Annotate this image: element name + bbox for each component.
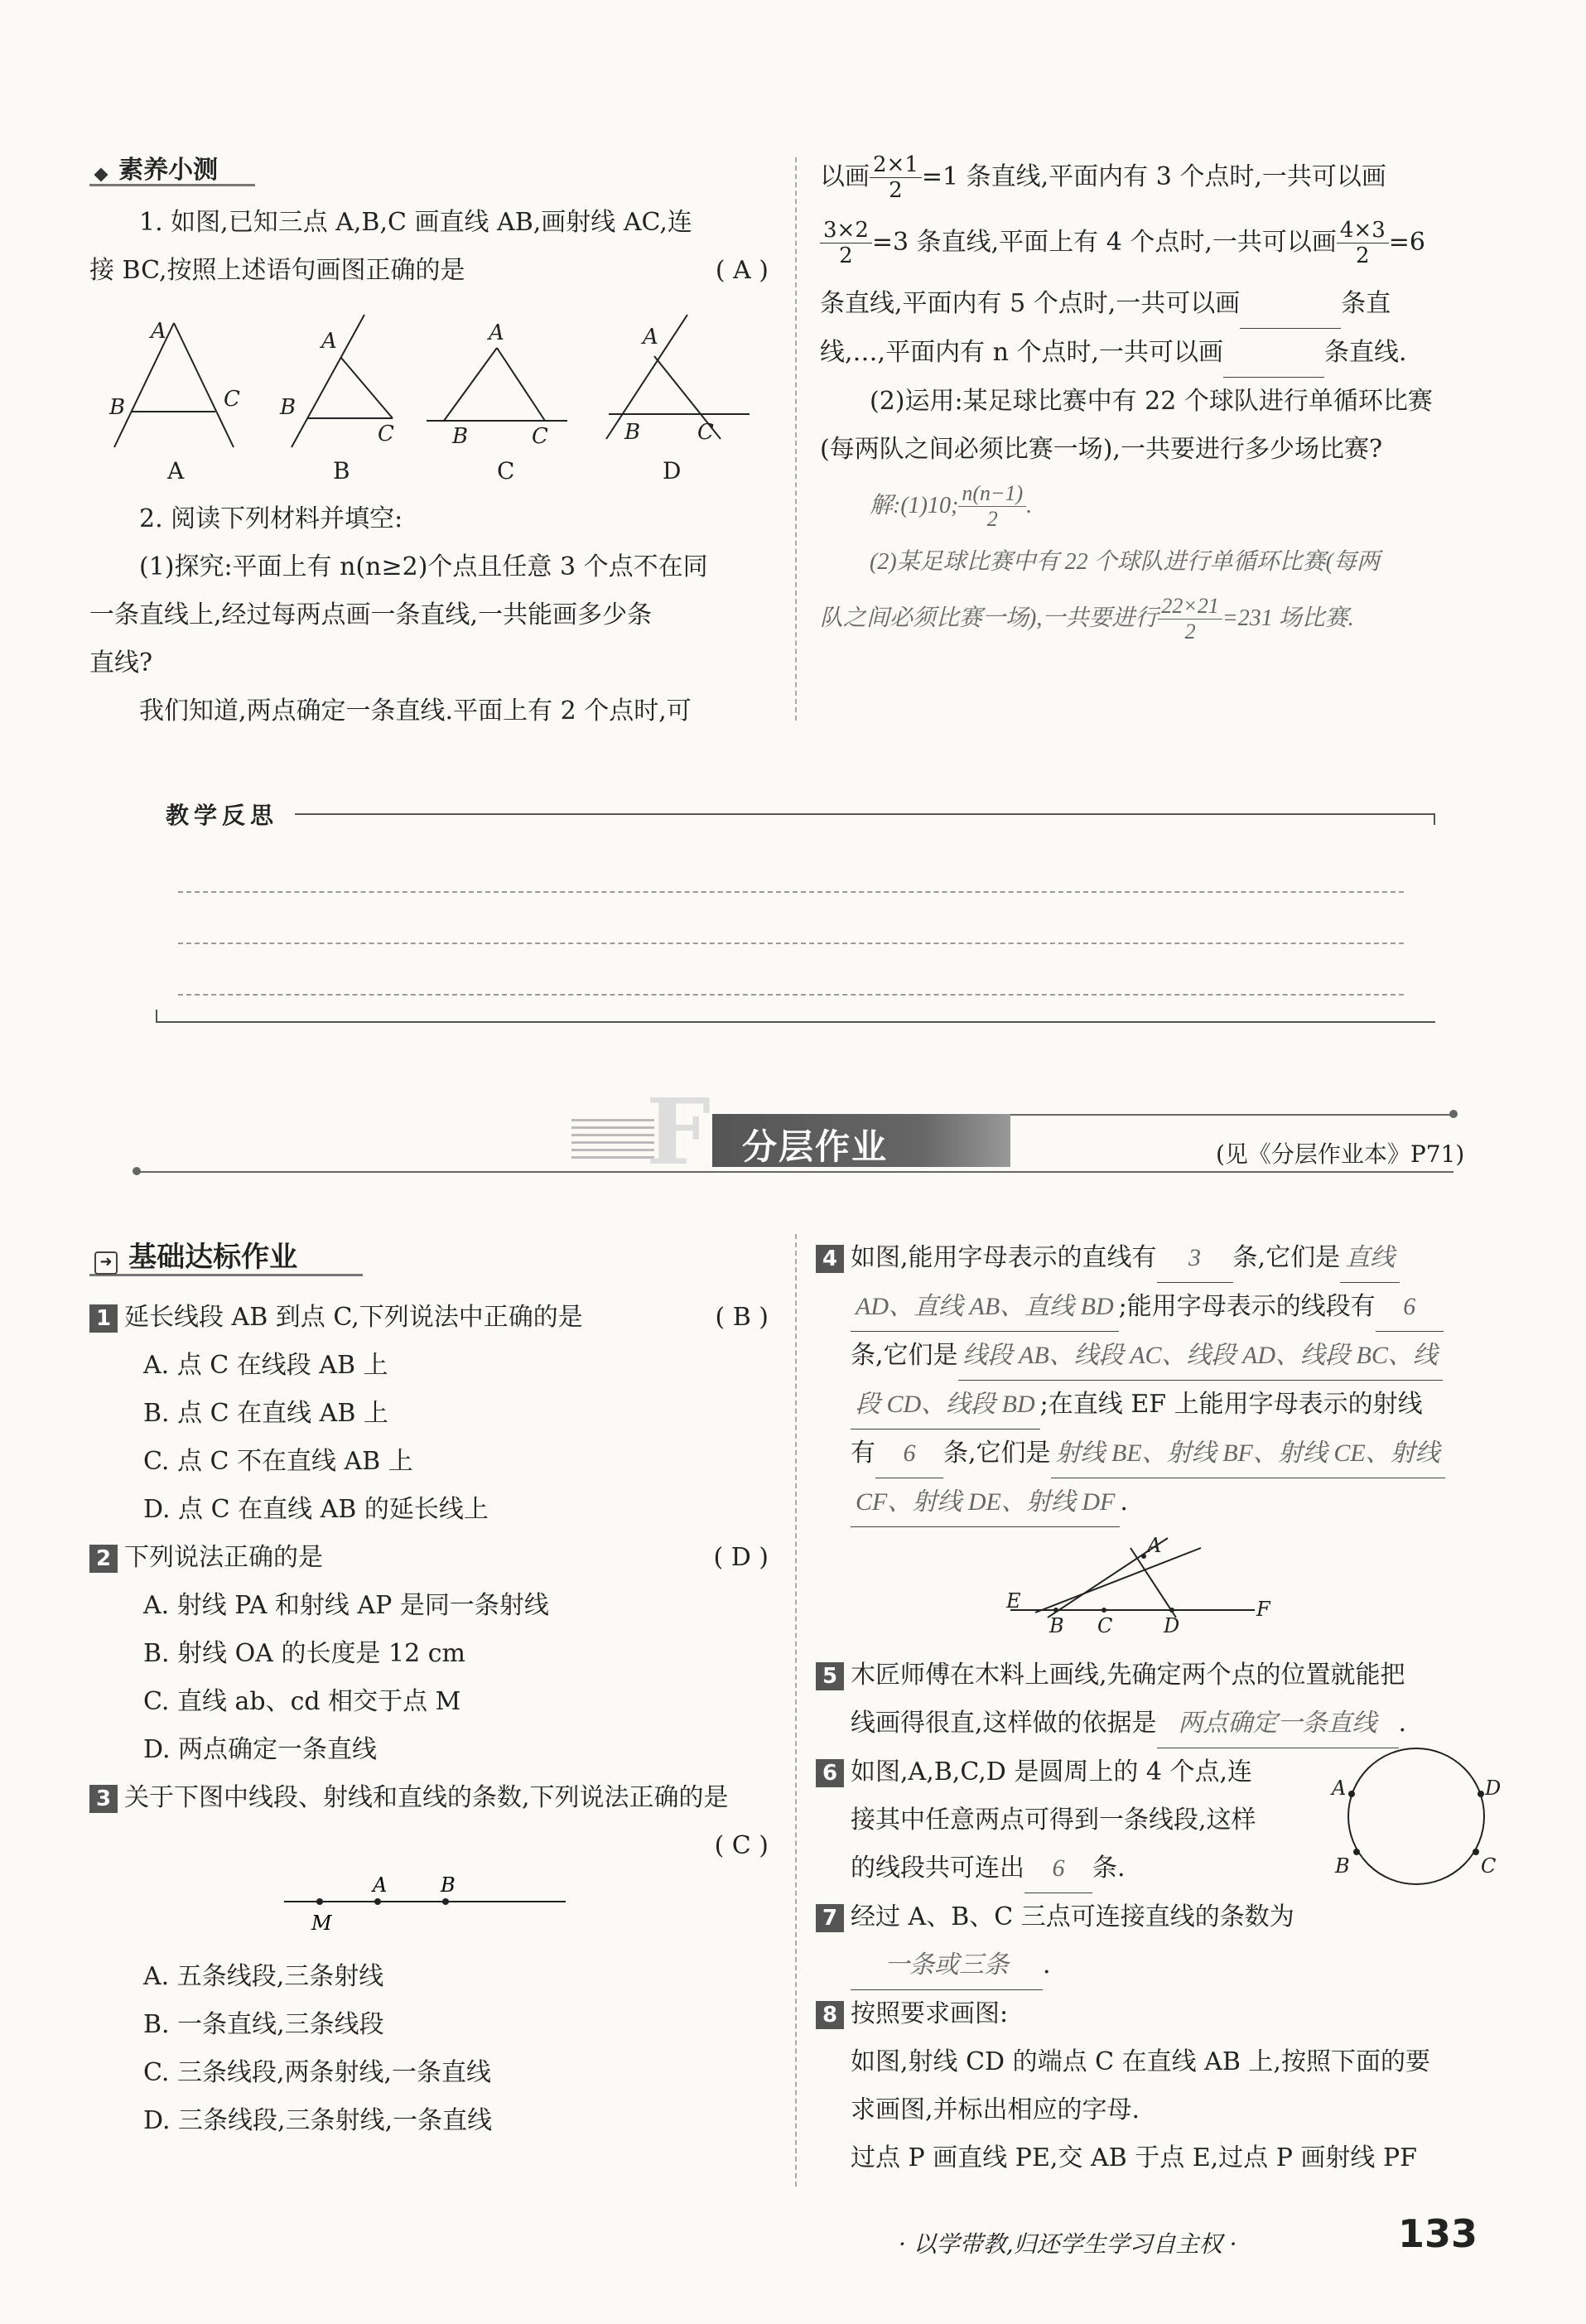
bq4-line6: CF、射线 DE、射线 DF . bbox=[816, 1478, 1503, 1527]
frac-n: $\frac{n(n-1)}{2}$ bbox=[958, 481, 1026, 532]
basic-title: 基础达标作业 bbox=[128, 1241, 298, 1274]
suyang-q2-continued bbox=[820, 149, 1499, 651]
arrow-icon: ➜ bbox=[94, 1251, 118, 1275]
label-c: C bbox=[1481, 1854, 1497, 1878]
bq8-line2: 求画图,并标出相应的字母. bbox=[851, 2095, 1140, 2124]
point-m bbox=[316, 1898, 323, 1905]
circle bbox=[1348, 1748, 1484, 1884]
fig-d-label-a: A bbox=[643, 325, 658, 350]
label-a: A bbox=[1332, 1777, 1347, 1800]
basic-right-column bbox=[816, 1234, 1503, 2182]
bq4-line2: AD、直线 AB、直线 BD ;能用字母表示的线段有 6 bbox=[816, 1283, 1503, 1332]
reflection-bottom-rule bbox=[156, 1021, 1435, 1023]
point-b bbox=[442, 1898, 449, 1905]
fig-a-ray-ac bbox=[174, 323, 234, 447]
bq1-option: A. 点 C 在线段 AB 上 bbox=[143, 1351, 388, 1380]
bq1-number: 1 bbox=[89, 1304, 118, 1333]
r1-post: =1 条直线,平面内有 3 个点时,一共可以画 bbox=[921, 162, 1386, 191]
point-d bbox=[1169, 1608, 1174, 1613]
bq7-number: 7 bbox=[816, 1904, 844, 1932]
fig-b-ac bbox=[341, 358, 393, 418]
bq2-number: 2 bbox=[89, 1545, 118, 1573]
point-c bbox=[1473, 1849, 1479, 1855]
option-label-d: D bbox=[663, 457, 682, 485]
bq3-option: D. 三条线段,三条射线,一条直线 bbox=[143, 2106, 493, 2135]
bq1-stem-row bbox=[89, 1294, 777, 1342]
column-divider-bottom bbox=[795, 1234, 797, 2187]
bq7-line2: 一条或三条 . bbox=[816, 1941, 1503, 1990]
r2-post: =6 bbox=[1388, 228, 1425, 257]
banner-ref: (见《分层作业本》P71) bbox=[1216, 1140, 1465, 1168]
bq3-stem: 关于下图中线段、射线和直线的条数,下列说法正确的是 bbox=[124, 1783, 729, 1812]
option-label-a: A bbox=[167, 457, 185, 485]
q2-title: 2. 阅读下列材料并填空: bbox=[139, 504, 403, 533]
label-e: E bbox=[1006, 1589, 1021, 1613]
bq2-option: A. 射线 PA 和射线 AP 是同一条射线 bbox=[143, 1591, 549, 1620]
bq6-line3: 的线段共可连出 6 条. bbox=[816, 1844, 1503, 1893]
label-m: M bbox=[311, 1912, 332, 1935]
basic-left-column bbox=[89, 1294, 777, 2145]
q2-p1-line1: (1)探究:平面上有 n(n≥2)个点且任意 3 个点不在同 bbox=[139, 552, 708, 581]
bq3-answer: ( C ) bbox=[714, 1831, 769, 1860]
banner-upper-rule bbox=[1010, 1114, 1453, 1116]
q1-figures bbox=[99, 306, 762, 489]
label-a: A bbox=[373, 1873, 388, 1897]
bq6-blank[interactable]: 6 bbox=[1024, 1844, 1092, 1893]
bq4-blank-rays[interactable]: 6 bbox=[875, 1430, 943, 1478]
fig-d-label-c: C bbox=[697, 420, 714, 445]
frac-2x1: $\frac{2\times 1}{2}$ bbox=[870, 152, 922, 203]
banner-rule bbox=[137, 1171, 1453, 1173]
bq3-stem-row bbox=[89, 1774, 777, 1822]
option-label-c: C bbox=[497, 457, 515, 485]
bq1-options bbox=[89, 1342, 777, 1534]
line-bd bbox=[1035, 1548, 1201, 1613]
banner-f-letter: F bbox=[646, 1078, 711, 1185]
reflection-box bbox=[156, 791, 1435, 1023]
bq2-stem-row bbox=[89, 1534, 777, 1582]
blank-n-points[interactable] bbox=[1223, 329, 1324, 378]
q1-line2: 接 BC,按照上述语句画图正确的是 bbox=[89, 256, 465, 285]
bq2-option: D. 两点确定一条直线 bbox=[143, 1735, 378, 1764]
sol2-line1: (2)某足球比赛中有 22 个球队进行单循环比赛(每两 bbox=[870, 549, 1380, 575]
frac-3x2: $\frac{3\times 2}{2}$ bbox=[820, 218, 872, 268]
bq4-blank-lines[interactable]: 3 bbox=[1157, 1234, 1233, 1283]
option-label-b: B bbox=[333, 457, 350, 485]
label-d: D bbox=[1164, 1614, 1180, 1637]
point-a bbox=[1141, 1554, 1146, 1559]
fig-b-label-c: C bbox=[378, 422, 394, 446]
q2-p2: 我们知道,两点确定一条直线.平面上有 2 个点时,可 bbox=[139, 697, 692, 726]
suyang-header bbox=[89, 149, 255, 186]
diamond-icon bbox=[94, 167, 108, 181]
bq7-blank[interactable]: 一条或三条 bbox=[851, 1941, 1043, 1990]
bq5-blank[interactable]: 两点确定一条直线 bbox=[1157, 1700, 1399, 1748]
fig-c-label-b: B bbox=[452, 424, 469, 449]
label-f: F bbox=[1256, 1598, 1270, 1621]
r3: 条直线,平面内有 5 个点时,一共可以画 bbox=[820, 289, 1241, 318]
r4-post: 条直线. bbox=[1324, 338, 1407, 367]
bq4-blank-segments-names-a[interactable]: 线段 AB、线段 AC、线段 AD、线段 BC、线 bbox=[958, 1332, 1443, 1381]
bq1-option: C. 点 C 不在直线 AB 上 bbox=[143, 1447, 413, 1476]
bq2-option: C. 直线 ab、cd 相交于点 M bbox=[143, 1687, 461, 1716]
label-b: B bbox=[1335, 1854, 1350, 1878]
label-b: B bbox=[1049, 1614, 1064, 1637]
reflection-title: 教学反思 bbox=[166, 802, 279, 829]
label-c: C bbox=[1097, 1614, 1113, 1637]
fig-c-label-a: A bbox=[489, 321, 504, 345]
bq4-line3: 条,它们是 线段 AB、线段 AC、线段 AD、线段 BC、线 bbox=[816, 1332, 1503, 1381]
bq4-figure-wrap bbox=[816, 1527, 1503, 1651]
reflection-right-tick bbox=[1434, 813, 1435, 825]
p5-line1: (2)运用:某足球比赛中有 22 个球队进行单循环比赛 bbox=[870, 387, 1433, 416]
bq8-number: 8 bbox=[816, 2001, 844, 2029]
reflection-top-rule bbox=[295, 813, 1435, 815]
point-b bbox=[1053, 1608, 1058, 1613]
sol1-post: . bbox=[1026, 493, 1033, 518]
bq4-blank-rays-names-b[interactable]: CF、射线 DE、射线 DF bbox=[851, 1478, 1120, 1527]
r2-mid: =3 条直线,平面上有 4 个点时,一共可以画 bbox=[871, 228, 1337, 257]
line-ad bbox=[1130, 1548, 1176, 1618]
fig-c-ac bbox=[497, 348, 545, 421]
bq4-blank-rays-names-a[interactable]: 射线 BE、射线 BF、射线 CE、射线 bbox=[1051, 1430, 1445, 1478]
bq4-line4: 段 CD、线段 BD ;在直线 EF 上能用字母表示的射线 bbox=[816, 1381, 1503, 1430]
bq4-figure bbox=[1006, 1531, 1288, 1647]
bq4-blank-lines-names-b[interactable]: AD、直线 AB、直线 BD bbox=[851, 1283, 1119, 1332]
point-c bbox=[1102, 1608, 1106, 1613]
bq1-answer: ( B ) bbox=[715, 1303, 769, 1332]
bq5-line2: 线画得很直,这样做的依据是 两点确定一条直线 . bbox=[816, 1700, 1503, 1748]
banner-rule-dot-left bbox=[133, 1167, 141, 1175]
bq3-option: C. 三条线段,两条射线,一条直线 bbox=[143, 2058, 492, 2087]
q1-answer: ( A ) bbox=[715, 256, 769, 285]
blank-5-points[interactable] bbox=[1240, 280, 1341, 329]
r3-post: 条直 bbox=[1341, 289, 1391, 318]
reflection-line-3[interactable] bbox=[178, 994, 1404, 996]
frac-4x3: $\frac{4\times 3}{2}$ bbox=[1337, 218, 1389, 268]
column-divider-top bbox=[795, 157, 797, 721]
bq4-line1: 4 如图,能用字母表示的直线有 3 条,它们是 直线 bbox=[816, 1234, 1503, 1283]
bq6-line1: 6 如图,A,B,C,D 是圆周上的 4 个点,连 bbox=[816, 1748, 1503, 1796]
suyang-q1 bbox=[89, 199, 777, 295]
fig-a-label-a: A bbox=[151, 319, 166, 344]
label-b: B bbox=[441, 1873, 456, 1897]
bq4-blank-segments-names-b[interactable]: 段 CD、线段 BD bbox=[851, 1381, 1040, 1430]
suyang-title: 素养小测 bbox=[118, 156, 219, 185]
fig-d-label-b: B bbox=[624, 420, 641, 445]
sol2-pre: 队之间必须比赛一场),一共要进行 bbox=[820, 605, 1159, 631]
bq2-stem: 下列说法正确的是 bbox=[124, 1543, 323, 1572]
suyang-q2 bbox=[89, 495, 777, 735]
bq3-figure-wrap bbox=[89, 1870, 777, 1953]
sol1-pre: 解:(1)10; bbox=[870, 493, 959, 518]
fig-b-label-a: A bbox=[321, 329, 337, 354]
bq2-options bbox=[89, 1582, 777, 1774]
bq8-line1: 如图,射线 CD 的端点 C 在直线 AB 上,按照下面的要 bbox=[851, 2047, 1430, 2076]
bq5-line1: 5 木匠师傅在木料上画线,先确定两个点的位置就能把 bbox=[816, 1651, 1503, 1700]
bq6-line2: 接其中任意两点可得到一条线段,这样 bbox=[851, 1806, 1256, 1835]
reflection-left-tick bbox=[156, 1010, 157, 1021]
bq8-title-row: 8 按照要求画图: bbox=[816, 1990, 1503, 2038]
bq3-option: B. 一条直线,三条线段 bbox=[143, 2010, 384, 2039]
label-d: D bbox=[1485, 1777, 1502, 1800]
p5-line2: (每两队之间必须比赛一场),一共要进行多少场比赛? bbox=[820, 435, 1383, 464]
point-a bbox=[374, 1898, 381, 1905]
reflection-line-2[interactable] bbox=[178, 943, 1404, 944]
bq4-blank-segments[interactable]: 6 bbox=[1376, 1283, 1444, 1332]
q2-p1-line3: 直线? bbox=[89, 649, 153, 677]
r1-pre: 以画 bbox=[820, 162, 870, 191]
frac-22x21: $\frac{22\times 21}{2}$ bbox=[1158, 594, 1222, 644]
bq6-number: 6 bbox=[816, 1759, 844, 1787]
bq2-option: B. 射线 OA 的长度是 12 cm bbox=[143, 1639, 465, 1668]
bq6-block bbox=[816, 1748, 1503, 1893]
bq2-answer: ( D ) bbox=[713, 1543, 769, 1572]
bq1-option: D. 点 C 在直线 AB 的延长线上 bbox=[143, 1495, 489, 1524]
fig-a-label-b: B bbox=[109, 395, 126, 420]
bq3-option: A. 五条线段,三条射线 bbox=[143, 1962, 384, 1991]
bq1-option: B. 点 C 在直线 AB 上 bbox=[143, 1399, 388, 1428]
page-number: 133 bbox=[1398, 2211, 1478, 2256]
bq6-circle-figure bbox=[1325, 1740, 1503, 1897]
fig-a-label-c: C bbox=[224, 387, 240, 412]
fig-b-label-b: B bbox=[280, 395, 296, 420]
bq8-line3: 过点 P 画直线 PE,交 AB 于点 E,过点 P 画射线 PF bbox=[851, 2143, 1417, 2172]
label-a: A bbox=[1147, 1534, 1162, 1557]
footer-motto: · 以学带教,归还学生学习自主权 · bbox=[899, 2230, 1237, 2258]
bq4-line5: 有 6 条,它们是 射线 BE、射线 BF、射线 CE、射线 bbox=[816, 1430, 1503, 1478]
point-b bbox=[1353, 1849, 1360, 1855]
reflection-line-1[interactable] bbox=[178, 891, 1404, 893]
q1-line1: 1. 如图,已知三点 A,B,C 画直线 AB,画射线 AC,连 bbox=[139, 208, 692, 237]
bq3-number: 3 bbox=[89, 1785, 118, 1813]
bq3-options bbox=[89, 1953, 777, 2145]
r4: 线,…,平面内有 n 个点时,一共可以画 bbox=[820, 338, 1224, 367]
banner-stripes bbox=[571, 1114, 654, 1162]
bq3-figure bbox=[280, 1870, 595, 1945]
fig-c-label-c: C bbox=[532, 424, 548, 449]
basic-header bbox=[89, 1234, 363, 1276]
bq4-number: 4 bbox=[816, 1245, 844, 1273]
fig-c-ab bbox=[444, 348, 497, 421]
bq7-line1: 7 经过 A、B、C 三点可连接直线的条数为 bbox=[816, 1893, 1503, 1941]
bq5-number: 5 bbox=[816, 1662, 844, 1690]
bq1-stem: 延长线段 AB 到点 C,下列说法中正确的是 bbox=[124, 1303, 583, 1332]
bq4-blank-lines-names-a[interactable]: 直线 bbox=[1340, 1234, 1400, 1283]
sol2-post: =231 场比赛. bbox=[1222, 605, 1354, 631]
point-a bbox=[1348, 1791, 1355, 1797]
q2-p1-line2: 一条直线上,经过每两点画一条直线,一共能画多少条 bbox=[89, 600, 653, 629]
point-d bbox=[1478, 1791, 1484, 1797]
banner-title: 分层作业 bbox=[742, 1126, 889, 1167]
